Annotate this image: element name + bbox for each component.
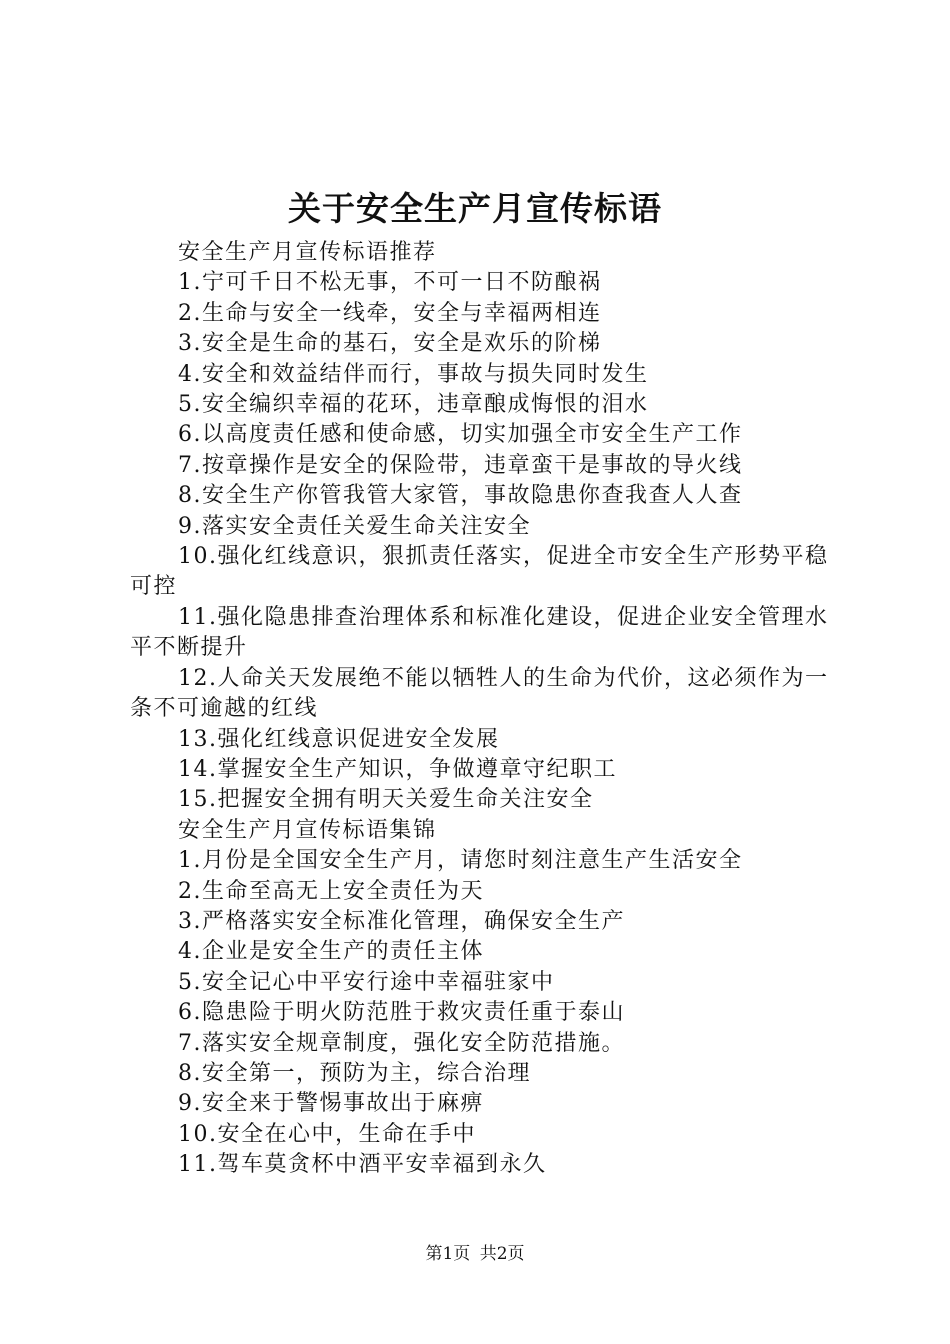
list-item: 4.企业是安全生产的责任主体 [178, 939, 484, 965]
page-footer [0, 1242, 950, 1266]
list-item: 8.安全第一，预防为主，综合治理 [178, 1060, 531, 1086]
list-item: 10.强化红线意识，狠抓责任落实，促进全市安全生产形势平稳可控 [130, 544, 829, 600]
list-item: 7.按章操作是安全的保险带，违章蛮干是事故的导火线 [178, 452, 743, 478]
list-item: 4.安全和效益结伴而行，事故与损失同时发生 [178, 361, 649, 387]
page-number: 第1页 [425, 1244, 471, 1264]
list-item: 8.安全生产你管我管大家管，事故隐患你查我查人人查 [178, 483, 743, 509]
list-item: 10.安全在心中，生命在手中 [178, 1121, 476, 1147]
list-item: 14.掌握安全生产知识，争做遵章守纪职工 [178, 756, 617, 782]
list-item: 2.生命至高无上安全责任为天 [178, 878, 484, 904]
list-item: 6.隐患险于明火防范胜于救灾责任重于泰山 [178, 1000, 625, 1026]
list-item: 2.生命与安全一线牵，安全与幸福两相连 [178, 300, 602, 326]
list-item: 7.落实安全规章制度，强化安全防范措施。 [178, 1030, 625, 1056]
list-item: 3.严格落实安全标准化管理，确保安全生产 [178, 908, 625, 934]
list-item: 1.月份是全国安全生产月，请您时刻注意生产生活安全 [178, 848, 743, 874]
list-item: 5.安全编织幸福的花环，违章酿成悔恨的泪水 [178, 392, 649, 418]
list-item: 15.把握安全拥有明天关爱生命关注安全 [178, 787, 594, 813]
page-total: 共2页 [479, 1244, 525, 1264]
document-title: 关于安全生产月宣传标语 [288, 189, 662, 228]
list-item: 9.安全来于警惕事故出于麻痹 [178, 1091, 484, 1117]
document-body [130, 238, 830, 1181]
list-item: 11.强化隐患排查治理体系和标准化建设，促进企业安全管理水平不断提升 [130, 604, 829, 661]
list-item: 3.安全是生命的基石，安全是欢乐的阶梯 [178, 331, 602, 357]
list-item: 1.宁可千日不松无事，不可一日不防酿祸 [178, 270, 602, 296]
list-item: 9.落实安全责任关爱生命关注安全 [178, 513, 531, 539]
section-heading: 安全生产月宣传标语集锦 [178, 817, 437, 843]
section-heading: 安全生产月宣传标语推荐 [178, 240, 437, 265]
list-item: 11.驾车莫贪杯中酒平安幸福到永久 [178, 1152, 547, 1178]
list-item: 5.安全记心中平安行途中幸福驻家中 [178, 969, 555, 995]
list-item: 6.以高度责任感和使命感，切实加强全市安全生产工作 [178, 422, 743, 448]
list-item: 12.人命关天发展绝不能以牺牲人的生命为代价，这必须作为一条不可逾越的红线 [130, 665, 829, 722]
list-item: 13.强化红线意识促进安全发展 [178, 726, 500, 752]
